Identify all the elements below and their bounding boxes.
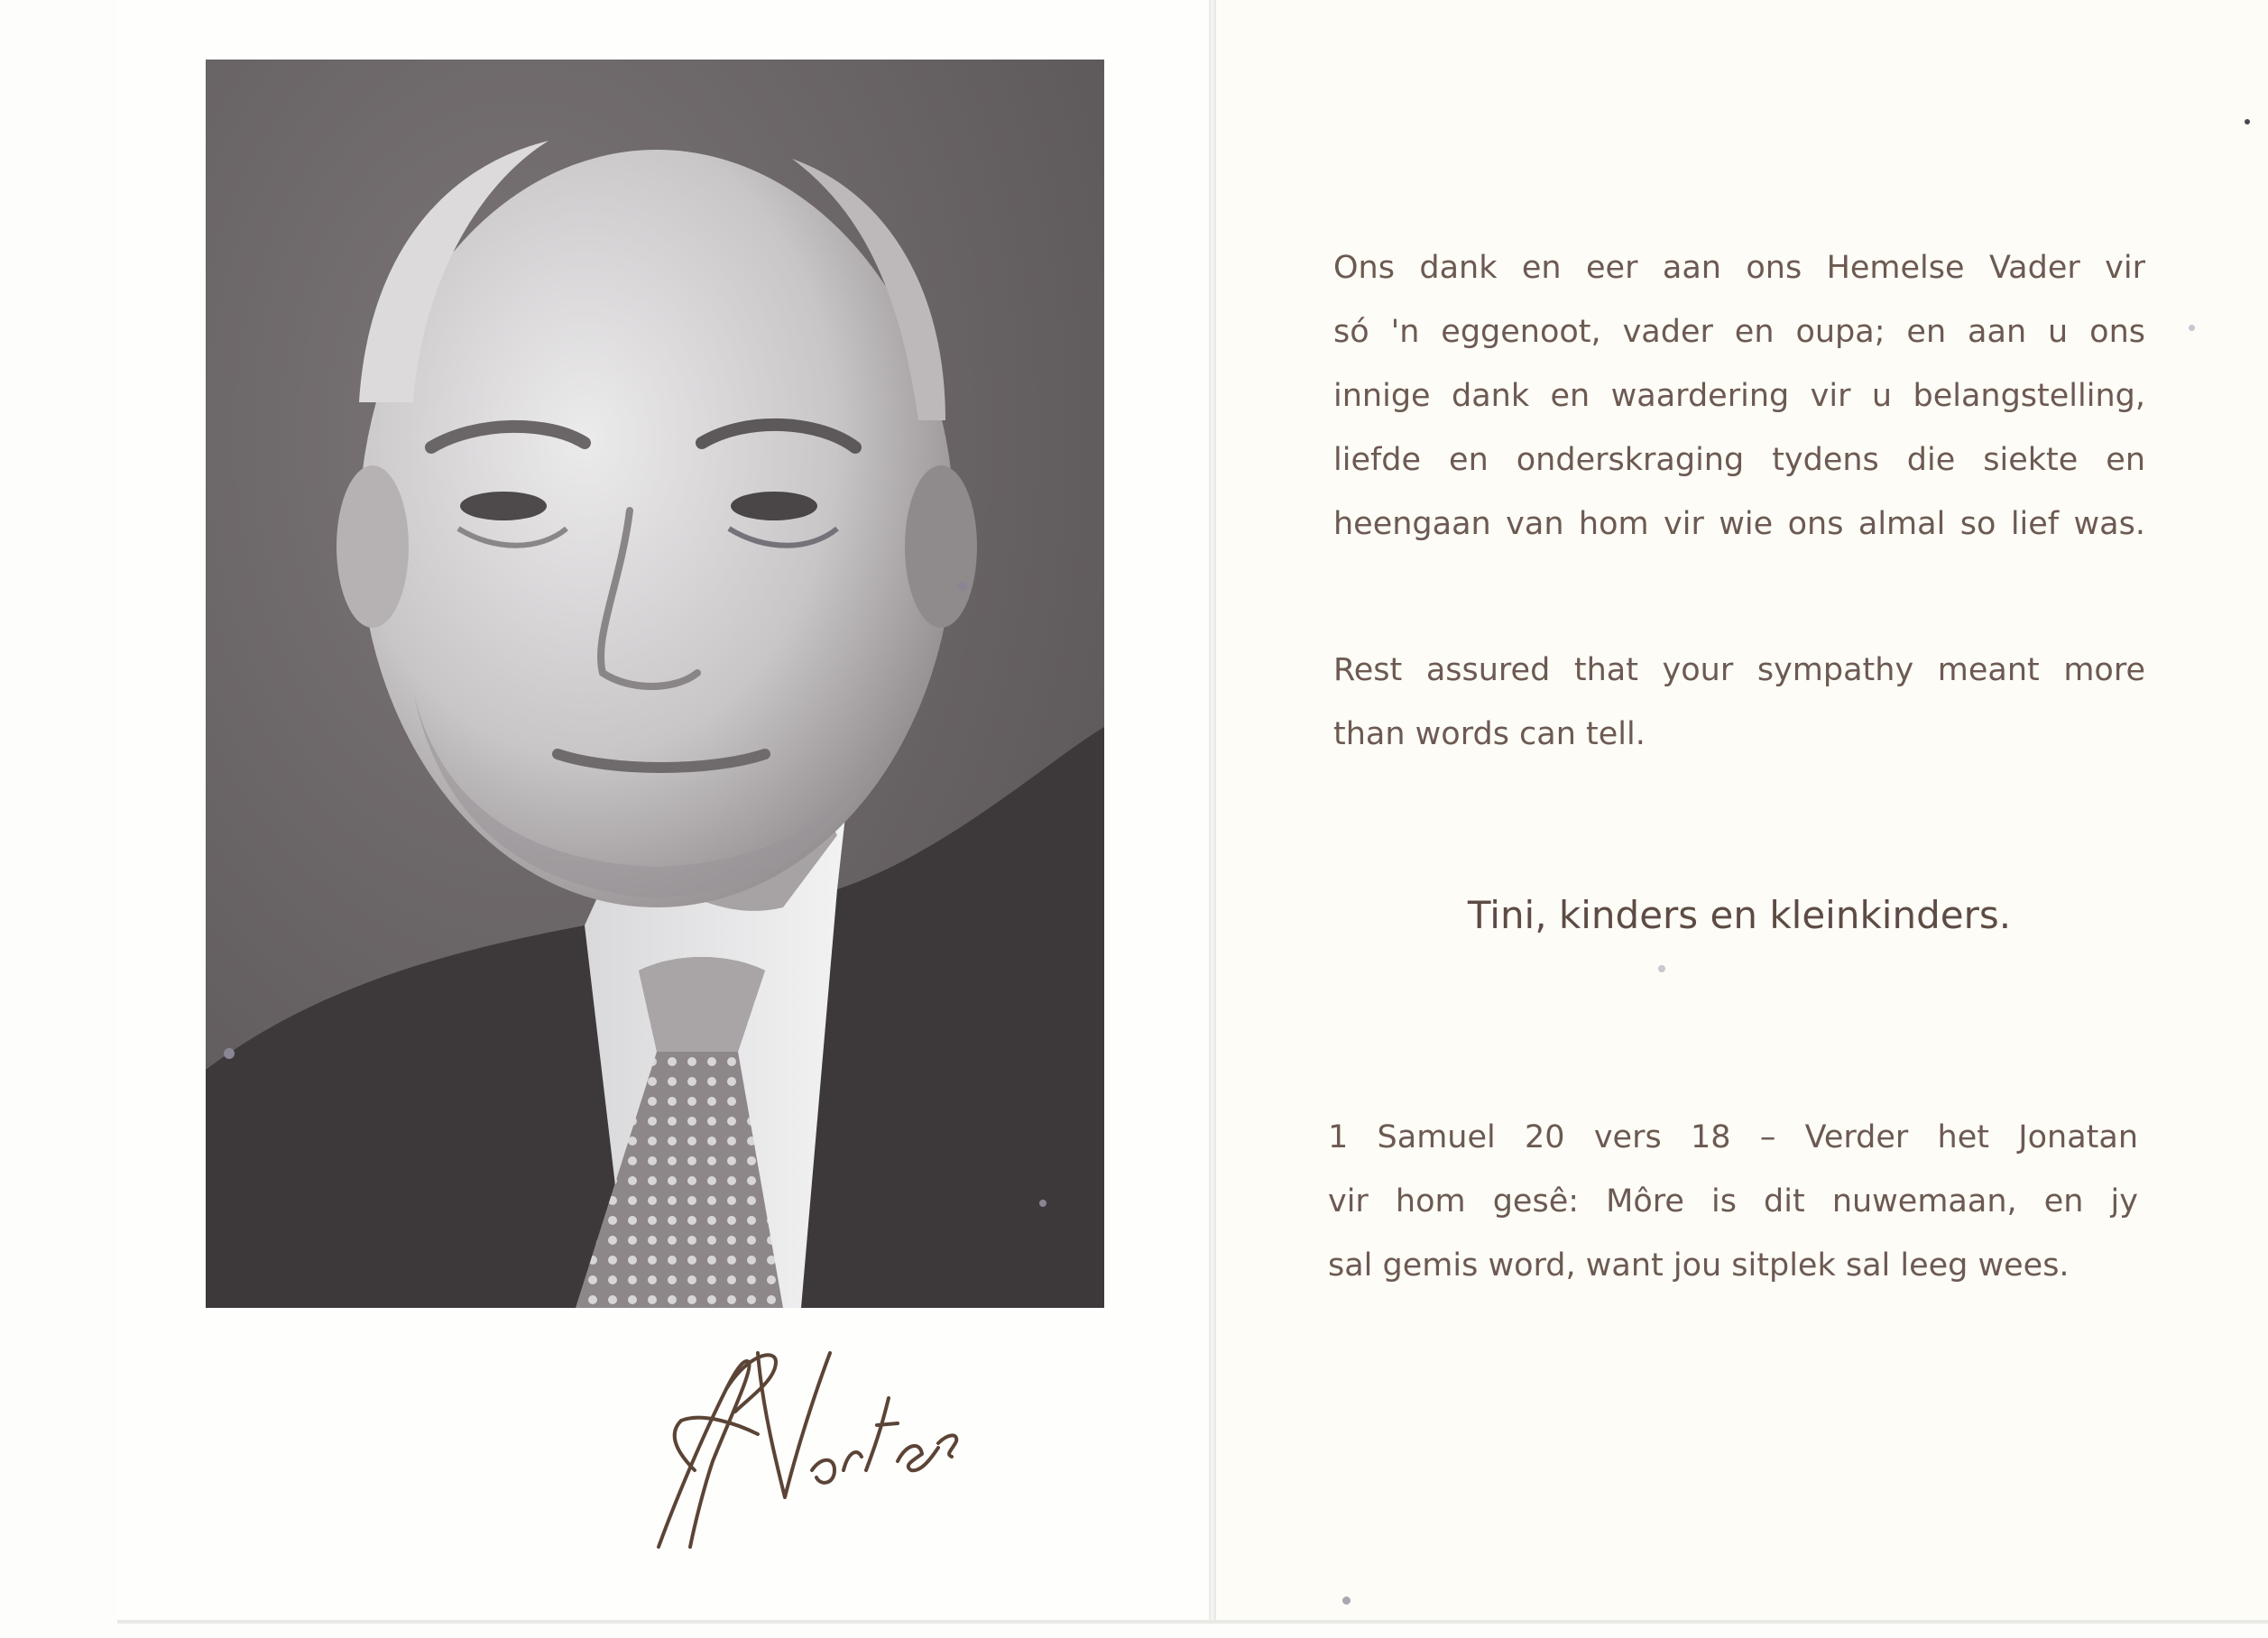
card-fold [1209,0,1216,1624]
scan-speck [1039,1200,1046,1207]
gratitude-line-4: liefde en onderskraging tydens die siekte en [1333,442,2145,478]
gratitude-line-5: heengaan van hom vir wie ons almal so lief was. [1333,506,2145,542]
sympathy-paragraph [1333,639,2145,767]
sympathy-line-2: than words can tell. [1333,716,1646,752]
scan-speck [1342,1597,1351,1605]
verse-line-1: 1 Samuel 20 vers 18 – Verder het Jonatan [1328,1119,2138,1155]
gratitude-line-3: innige dank en waardering vir u belangstelling, [1333,378,2145,414]
verse-line-3: sal gemis word, want jou sitplek sal leeg wees. [1328,1247,2070,1284]
card-bottom-edge [117,1620,2268,1624]
scan-speck [2245,119,2250,124]
gratitude-line-1: Ons dank en eer aan ons Hemelse Vader vir [1333,250,2145,286]
gratitude-paragraph [1333,236,2145,557]
verse-line-2: vir hom gesê: Môre is dit nuwemaan, en jy [1328,1183,2138,1219]
portrait-photo [206,60,1104,1308]
scan-speck [958,582,967,591]
signature [641,1335,974,1560]
portrait-illustration [206,60,1104,1308]
family-signoff: Tini, kinders en kleinkinders. [1467,893,2012,937]
bible-verse [1328,1106,2138,1298]
sympathy-line-1: Rest assured that your sympathy meant more [1333,652,2145,688]
signature-drawing [641,1335,974,1560]
gratitude-line-2: só 'n eggenoot, vader en oupa; en aan u ons [1333,314,2145,350]
scan-speck [1658,965,1665,972]
scan-speck [224,1048,235,1059]
scan-speck [2189,325,2195,331]
